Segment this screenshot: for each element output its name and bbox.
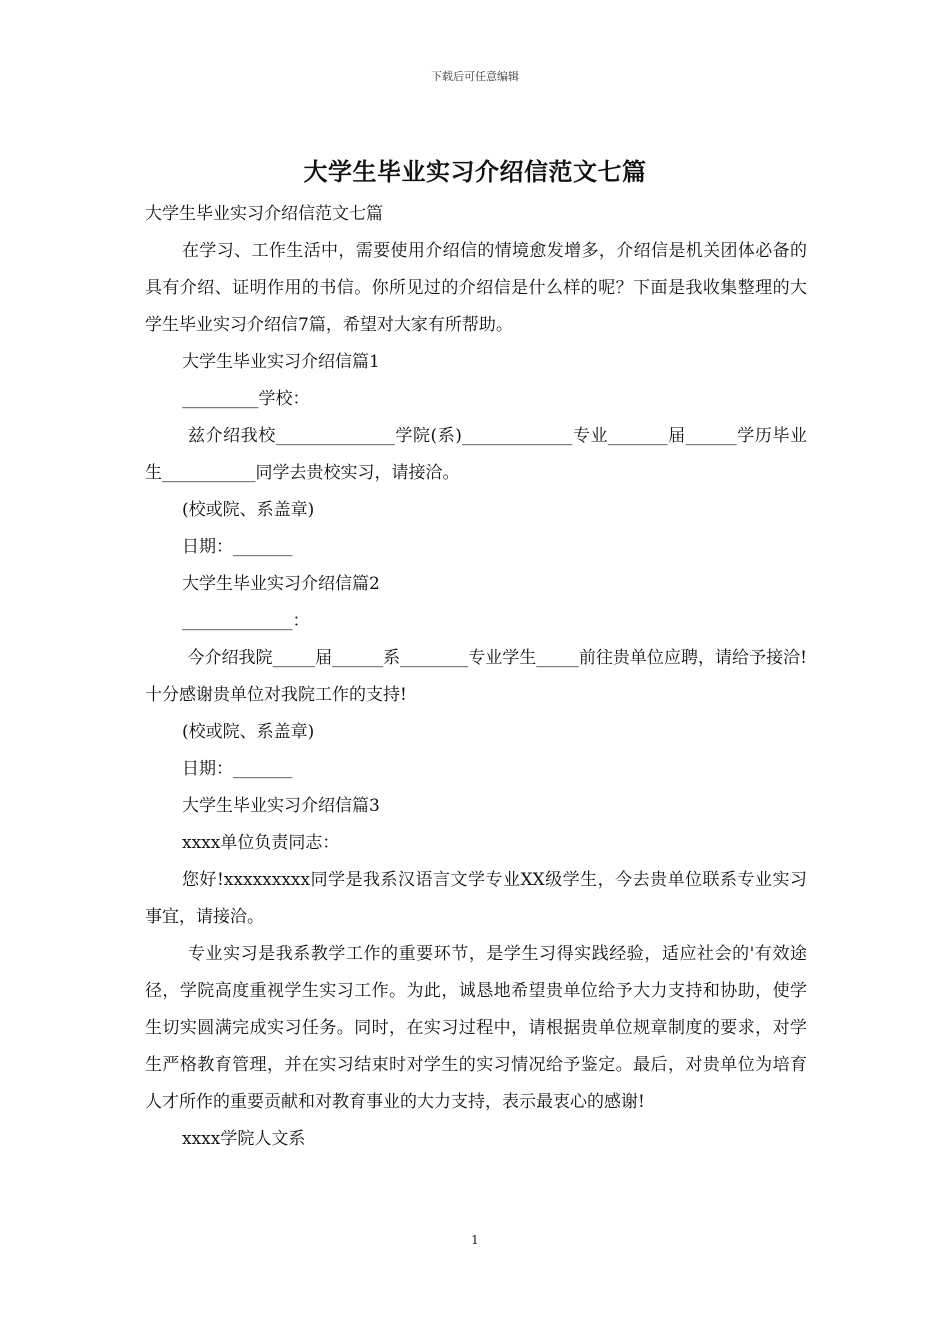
letter2-date: 日期：_______ [182,759,293,779]
letter1-salutation: _________学校： [182,389,310,409]
letter1-date: 日期：_______ [182,537,293,557]
page-number: 1 [471,1233,479,1247]
section-heading-3: 大学生毕业实习介绍信篇3 [182,796,380,816]
letter1-seal: (校或院、系盖章) [182,500,315,520]
section-heading-2: 大学生毕业实习介绍信篇2 [182,574,380,594]
section-heading-1: 大学生毕业实习介绍信篇1 [182,352,380,372]
letter3-body-1: 您好!xxxxxxxxx同学是我系汉语言文学专业XX级学生，今去贵单位联系专业实习事宜，请接洽。 [145,870,807,927]
letter2-seal: (校或院、系盖章) [182,722,315,742]
header-note: 下载后可任意编辑 [431,70,519,83]
letter3-signature: xxxx学院人文系 [182,1129,306,1149]
document-title: 大学生毕业实习介绍信范文七篇 [303,157,647,186]
letter1-body: 兹介绍我校______________学院(系)_____________专业_______届______学历毕业生___________同学去贵校实习，请接洽。 [145,426,808,483]
intro-paragraph: 在学习、工作生活中，需要使用介绍信的情境愈发增多，介绍信是机关团体必备的具有介绍、证明作用的书信。你所见过的介绍信是什么样的呢？下面是我收集整理的大学生毕业实习介绍信7篇，希望对大家有所帮助。 [145,241,807,335]
letter3-body-2: 专业实习是我系教学工作的重要环节，是学生习得实践经验，适应社会的'有效途径，学院高度重视学生实习工作。为此，诚恳地希望贵单位给予大力支持和协助，使学生切实圆满完成实习任务。同时，在实习过程中，请根据贵单位规章制度的要求，对学生严格教育管理，并在实习结束时对学生的实习情况给予鉴定。最后，对贵单位为培育人才所作的重要贡献和对教育事业的大力支持，表示最衷心的感谢! [145,944,808,1112]
subtitle-line: 大学生毕业实习介绍信范文七篇 [145,204,383,224]
letter3-salutation: xxxx单位负责同志： [182,833,340,853]
letter2-salutation: _____________： [182,611,310,631]
letter2-body: 今介绍我院_____届______系________专业学生_____前往贵单位应聘，请给予接洽!十分感谢贵单位对我院工作的支持! [145,648,807,705]
document-body [145,196,807,1158]
